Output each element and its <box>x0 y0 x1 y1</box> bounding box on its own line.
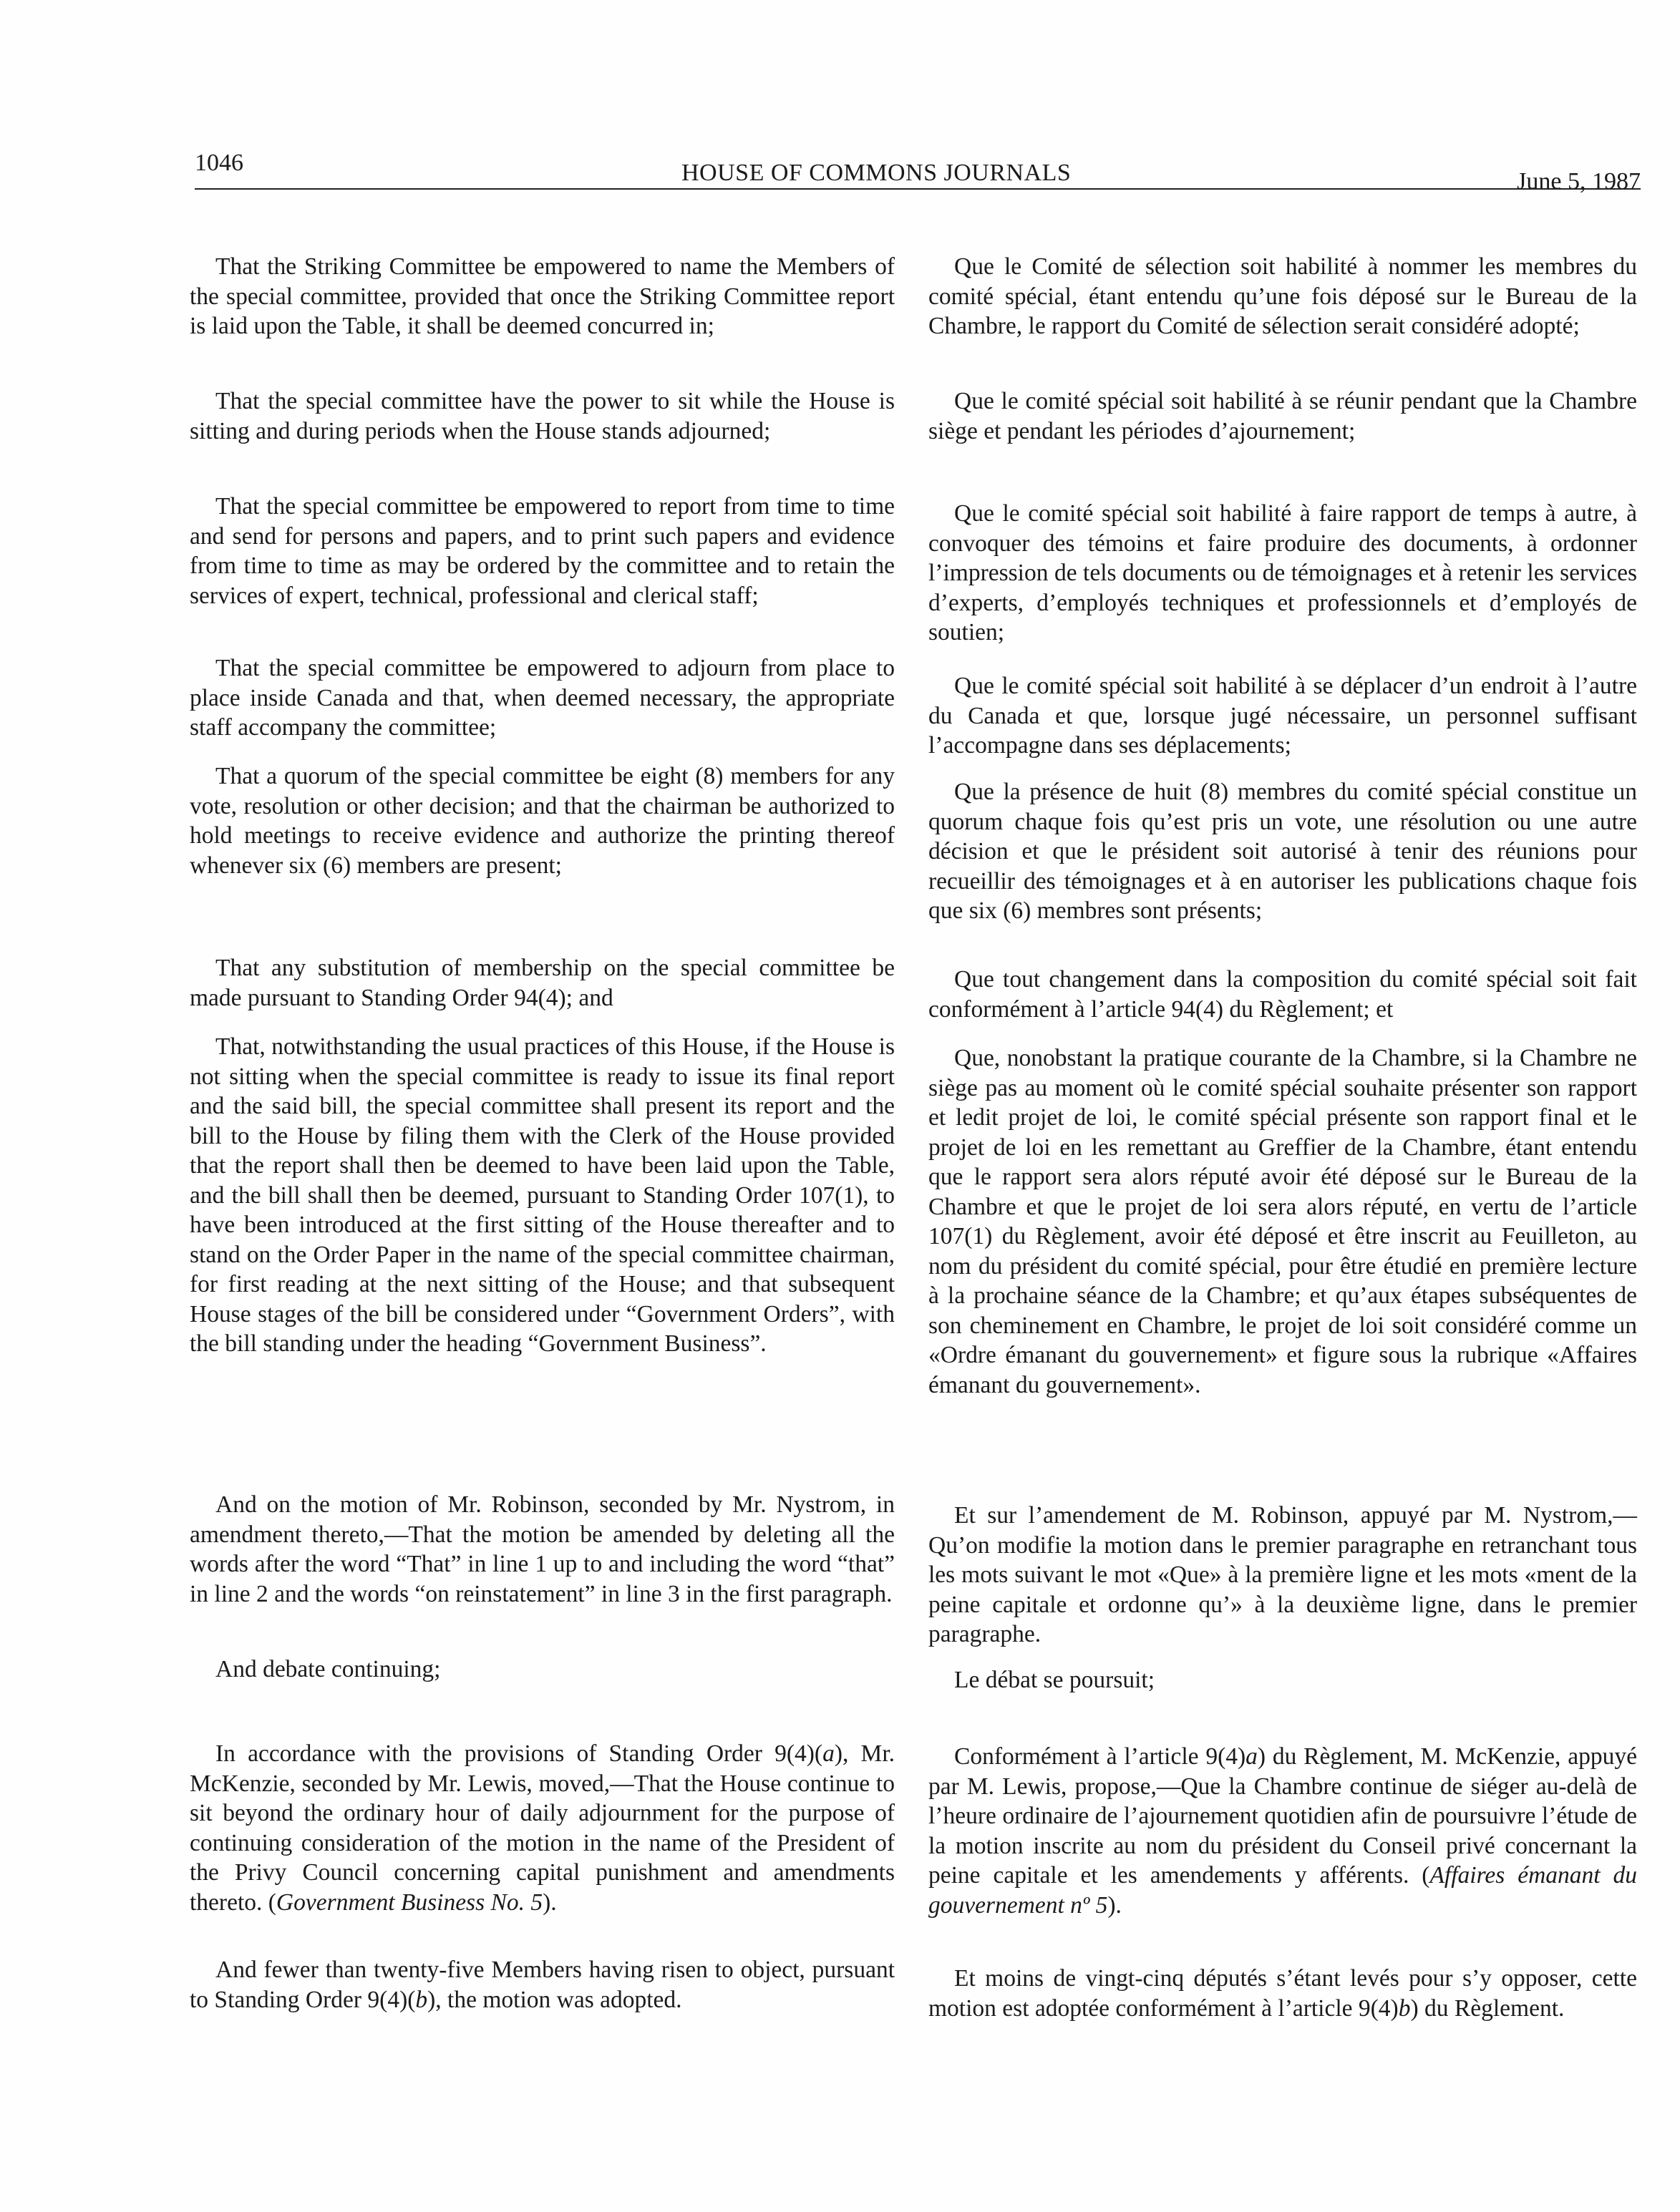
paragraph-en-2: That the special committee have the power to sit while the House is sitting and during periods when the House stands adjourned; <box>190 388 895 444</box>
header-rule <box>195 188 1641 190</box>
paragraph-fr-2: Que le comité spécial soit habilité à se réunir pendant que la Chambre siège et pendant les périodes d’ajournement; <box>928 388 1637 444</box>
paragraph-en-8: And on the motion of Mr. Robinson, seconded by Mr. Nystrom, in amendment thereto,—That the motion be amended by deleting all the words after the word “That” in line 1 up to and including the word “that” in line 2 and the words “on reinstatement” in line 3 in the first paragraph. <box>190 1491 895 1607</box>
paragraph-en-7: That, notwithstanding the usual practices of this House, if the House is not sitting when the special committee is ready to issue its final report and the said bill, the special committee shall present its report and the bill to the House by filing them with the Clerk of the House provided that the report shall then be deemed to have been laid upon the Table, and the bill shall then be deemed, pursuant to Standing Order 107(1), to have been introduced at the first sitting of the House thereafter and to stand on the Order Paper in the name of the special committee chairman, for first reading at the next sitting of the House; and that subsequent House stages of the bill be considered under “Government Orders”, with the bill standing under the heading “Government Business”. <box>190 1033 895 1357</box>
page-header <box>195 147 1641 204</box>
paragraph-en-10: In accordance with the provisions of Standing Order 9(4)(a), Mr. McKenzie, seconded by Mr. Lewis, moved,—That the House continue to sit beyond the ordinary hour of daily adjournment for the purpose of continuing consideration of the motion in the name of the President of the Privy Council concerning capital punishment and amendments thereto. (Government Business No. 5). <box>190 1740 895 1916</box>
paragraph-en-11: And fewer than twenty-five Members having risen to object, pursuant to Standing Order 9(4)(b), the motion was adopted. <box>190 1957 895 2013</box>
paragraph-en-4: That the special committee be empowered to adjourn from place to place inside Canada and that, when deemed necessary, the appropriate staff accompany the committee; <box>190 655 895 741</box>
paragraph-fr-1: Que le Comité de sélection soit habilité à nommer les membres du comité spécial, étant entendu qu’une fois déposé sur le Bureau de la Chambre, le rapport du Comité de sélection serait considéré adopté; <box>928 253 1637 339</box>
paragraph-fr-3: Que le comité spécial soit habilité à faire rapport de temps à autre, à convoquer des témoins et faire produire des documents, à ordonner l’impression de tels documents ou de témoignages et à retenir les services d’experts, d’employés techniques et professionnels et d’employés de soutien; <box>928 500 1637 645</box>
paragraph-fr-11: Et moins de vingt-cinq députés s’étant levés pour s’y opposer, cette motion est adoptée conformément à l’article 9(4)b) du Règlement. <box>928 1965 1637 2022</box>
paragraph-fr-4: Que le comité spécial soit habilité à se déplacer d’un endroit à l’autre du Canada et que, lorsque jugé nécessaire, un personnel suffisant l’accompagne dans ses déplacements; <box>928 673 1637 759</box>
paragraph-en-1: That the Striking Committee be empowered to name the Members of the special committee, provided that once the Striking Committee report is laid upon the Table, it shall be deemed concurred in; <box>190 253 895 339</box>
paragraph-fr-8: Et sur l’amendement de M. Robinson, appuyé par M. Nystrom,—Qu’on modifie la motion dans le premier paragraphe en retranchant tous les mots suivant le mot «Que» à la première ligne et les mots «ment de la peine capitale et ordonne qu’» à la deuxième ligne, dans le premier paragraphe. <box>928 1502 1637 1647</box>
paragraph-fr-7: Que, nonobstant la pratique courante de la Chambre, si la Chambre ne siège pas au moment où le comité spécial souhaite présenter son rapport et ledit projet de loi, le comité spécial présente son rapport final et le projet de loi en les remettant au Greffier de la Chambre, étant entendu que le rapport sera alors réputé avoir été déposé sur le Bureau de la Chambre et que le projet de loi sera alors réputé, en vertu de l’article 107(1) du Règlement, avoir été déposé et être inscrit au Feuilleton, au nom du président du comité spécial, pour être étudié en première lecture à la prochaine séance de la Chambre; et qu’aux étapes subséquentes de son cheminement en Chambre, le projet de loi soit considéré comme un «Ordre émanant du gouvernement» et figure sous la rubrique «Affaires émanant du gouvernement». <box>928 1045 1637 1398</box>
paragraph-en-3: That the special committee be empowered to report from time to time and send for persons and papers, and to print such papers and evidence from time to time as may be ordered by the committee and to retain the services of expert, technical, professional and clerical staff; <box>190 493 895 609</box>
running-title: HOUSE OF COMMONS JOURNALS <box>681 160 1072 186</box>
paragraph-fr-5: Que la présence de huit (8) membres du comité spécial constitue un quorum chaque fois qu’est pris un vote, une résolution ou une autre décision et que le président soit autorisé à tenir des réunions pour recueillir des témoignages et à en autoriser les publications chaque fois que six (6) membres sont présents; <box>928 779 1637 924</box>
paragraph-fr-6: Que tout changement dans la composition du comité spécial soit fait conformément à l’article 94(4) du Règlement; et <box>928 966 1637 1023</box>
paragraph-en-6: That any substitution of membership on the special committee be made pursuant to Standing Order 94(4); and <box>190 955 895 1011</box>
paragraph-fr-10: Conformément à l’article 9(4)a) du Règlement, M. McKenzie, appuyé par M. Lewis, propose,—Que la Chambre continue de siéger au-delà de l’heure ordinaire de l’ajournement quotidien afin de poursuivre l’étude de la motion inscrite au nom du président du Conseil privé concernant la peine capitale et les amendements y afférents. (Affaires émanant du gouvernement nº 5). <box>928 1743 1637 1919</box>
paragraph-en-5: That a quorum of the special committee be eight (8) members for any vote, resolution or other decision; and that the chairman be authorized to hold meetings to receive evidence and authorize the printing thereof whenever six (6) members are present; <box>190 763 895 879</box>
paragraph-en-9: And debate continuing; <box>215 1656 441 1682</box>
header-date: June 5, 1987 <box>1517 168 1641 195</box>
paragraph-fr-9: Le débat se poursuit; <box>954 1667 1155 1693</box>
page-number: 1046 <box>195 150 243 176</box>
